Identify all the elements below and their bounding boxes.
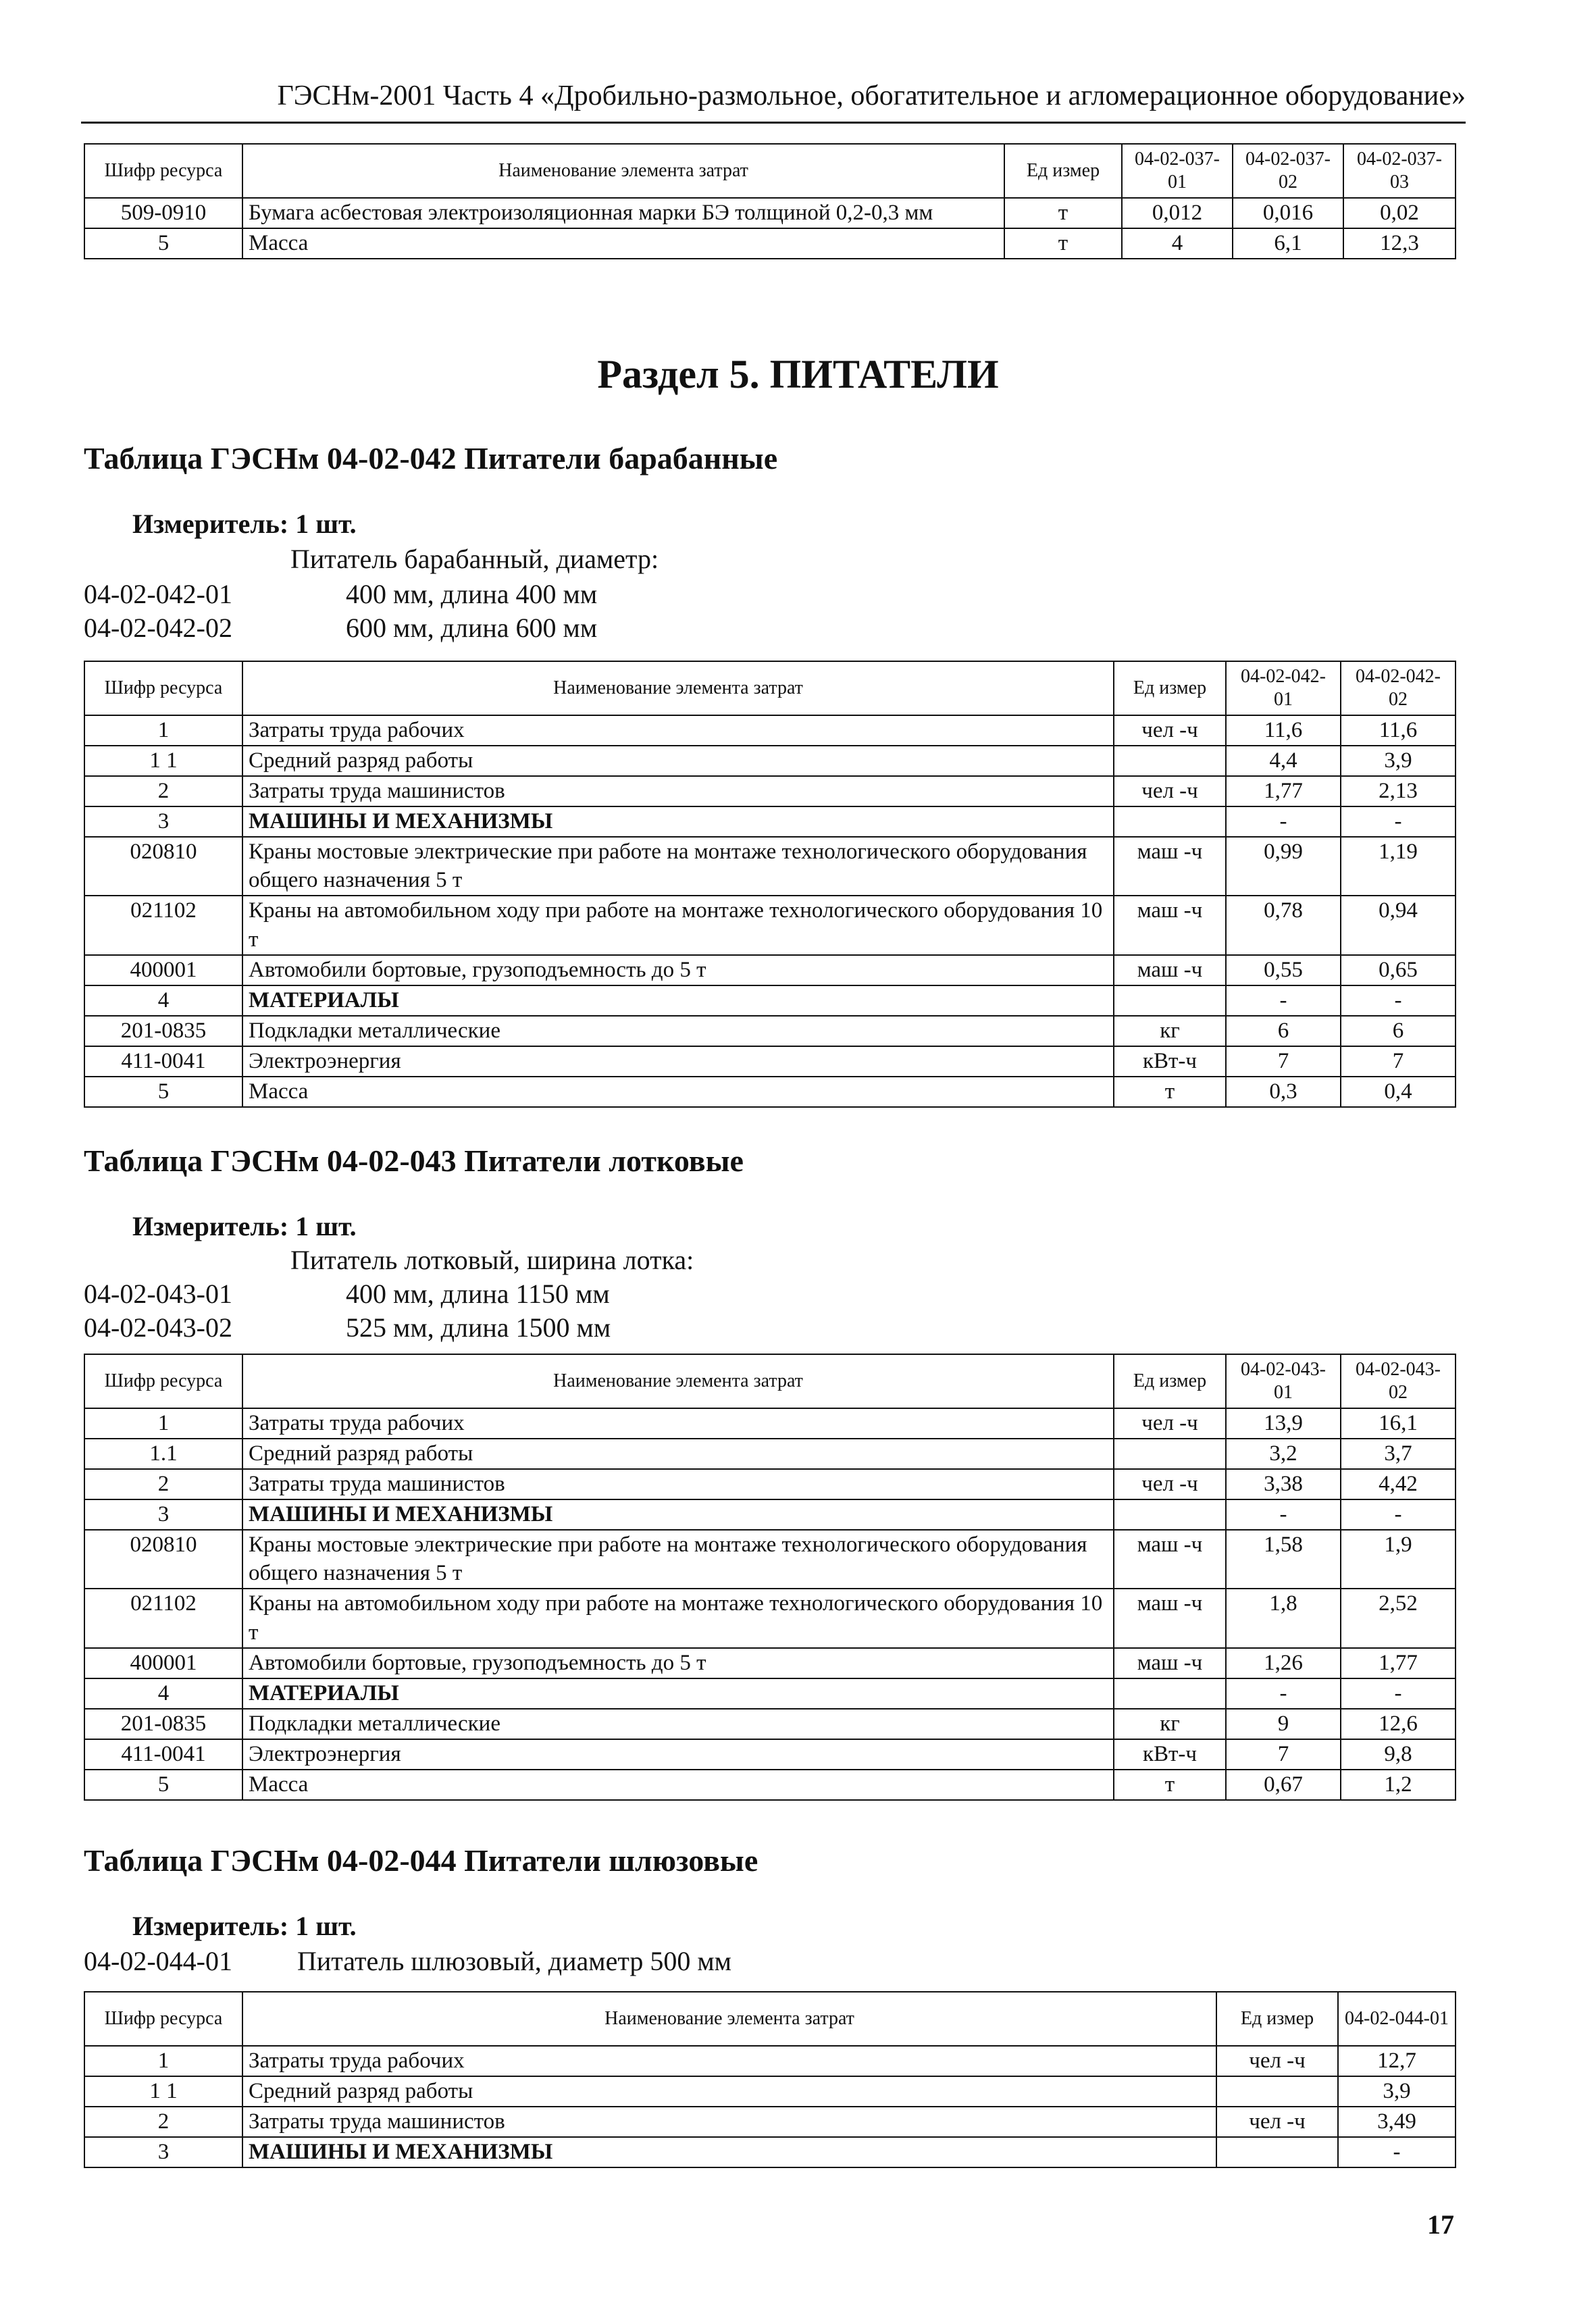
value-cell: - — [1226, 1499, 1341, 1530]
header-cell: Шифр ресурса — [84, 1992, 242, 2046]
measure-label: Измеритель: — [132, 509, 289, 539]
unit-cell: маш -ч — [1114, 896, 1226, 955]
cost-element-cell: МАШИНЫ И МЕХАНИЗМЫ — [242, 1499, 1114, 1530]
value-cell: 13,9 — [1226, 1408, 1341, 1439]
resource-code-cell: 4 — [84, 985, 242, 1016]
cost-element-cell: МАШИНЫ И МЕХАНИЗМЫ — [242, 806, 1114, 837]
unit-cell: маш -ч — [1114, 1530, 1226, 1589]
header-cell: Ед измер — [1216, 1992, 1338, 2046]
value-cell: 1,77 — [1341, 1648, 1456, 1678]
cost-element-cell: Подкладки металлические — [242, 1709, 1114, 1739]
unit-cell: маш -ч — [1114, 1589, 1226, 1648]
value-cell: 0,02 — [1343, 198, 1456, 228]
item-code: 04-02-043-02 — [84, 1312, 232, 1343]
header-cell: Наименование элемента затрат — [242, 1354, 1114, 1408]
cost-element-cell: Масса — [242, 228, 1004, 259]
cost-element-cell: Краны на автомобильном ходу при работе на монтаже технологического оборудования 10 т — [242, 1589, 1114, 1648]
table-row — [84, 2046, 1456, 2076]
table-04-02-043 — [84, 1354, 1456, 1801]
value-cell: 0,012 — [1122, 198, 1233, 228]
resource-code-cell: 3 — [84, 2137, 242, 2167]
resource-code-cell: 1 — [84, 2046, 242, 2076]
header-cell: Наименование элемента затрат — [242, 144, 1004, 198]
measure-label: Измеритель: — [132, 1211, 289, 1241]
cost-element-cell: Автомобили бортовые, грузоподъемность до 5 т — [242, 955, 1114, 985]
col-code-header: 04-02-042-01 — [1226, 661, 1341, 715]
col-code-header: 04-02-037-02 — [1233, 144, 1343, 198]
table-title: Таблица ГЭСНм 04-02-043 Питатели лотковые — [84, 1143, 744, 1178]
item-text: Питатель шлюзовый, диаметр 500 мм — [297, 1946, 731, 1976]
resource-code-cell: 2 — [84, 776, 242, 806]
value-cell: 3,38 — [1226, 1469, 1341, 1499]
value-cell: 4,42 — [1341, 1469, 1456, 1499]
value-cell: 3,9 — [1338, 2076, 1456, 2107]
unit-cell: кВт-ч — [1114, 1739, 1226, 1770]
cost-element-cell: МАТЕРИАЛЫ — [242, 1678, 1114, 1709]
cost-element-cell: Затраты труда машинистов — [242, 2107, 1216, 2137]
unit-cell — [1216, 2137, 1338, 2167]
table-row — [84, 1077, 1456, 1107]
item-code: 04-02-042-02 — [84, 613, 232, 643]
resource-code-cell: 021102 — [84, 896, 242, 955]
item-text: 400 мм, длина 400 мм — [346, 579, 598, 609]
measure-line — [132, 1910, 357, 1942]
value-cell: 16,1 — [1341, 1408, 1456, 1439]
resource-code-cell: 4 — [84, 1678, 242, 1709]
value-cell: 3,2 — [1226, 1439, 1341, 1469]
cost-element-cell: Масса — [242, 1770, 1114, 1800]
table-row — [84, 228, 1456, 259]
unit-cell: кг — [1114, 1016, 1226, 1046]
value-cell: 0,94 — [1341, 896, 1456, 955]
value-cell: 7 — [1341, 1046, 1456, 1077]
table-row — [84, 715, 1456, 746]
table-row — [84, 1739, 1456, 1770]
col-code-header: 04-02-037-03 — [1343, 144, 1456, 198]
cost-element-cell: Краны на автомобильном ходу при работе на монтаже технологического оборудования 10 т — [242, 896, 1114, 955]
value-cell: 0,99 — [1226, 837, 1341, 896]
cost-element-cell: Затраты труда машинистов — [242, 1469, 1114, 1499]
value-cell: 7 — [1226, 1739, 1341, 1770]
unit-cell: чел -ч — [1114, 776, 1226, 806]
value-cell: 2,52 — [1341, 1589, 1456, 1648]
resource-code-cell: 5 — [84, 1770, 242, 1800]
value-cell: 3,9 — [1341, 746, 1456, 776]
table-04-02-042 — [84, 661, 1456, 1108]
unit-cell — [1216, 2076, 1338, 2107]
cost-element-cell: Затраты труда рабочих — [242, 1408, 1114, 1439]
resource-code-cell: 2 — [84, 2107, 242, 2137]
value-cell: - — [1341, 985, 1456, 1016]
table-row — [84, 198, 1456, 228]
unit-cell: чел -ч — [1114, 1408, 1226, 1439]
value-cell: 12,3 — [1343, 228, 1456, 259]
header-cell: Наименование элемента затрат — [242, 1992, 1216, 2046]
resource-code-cell: 3 — [84, 1499, 242, 1530]
resource-code-cell: 400001 — [84, 1648, 242, 1678]
value-cell: 1,58 — [1226, 1530, 1341, 1589]
table-row — [84, 837, 1456, 896]
header-cell: Шифр ресурса — [84, 1354, 242, 1408]
resource-code-cell: 1 1 — [84, 746, 242, 776]
resource-code-cell: 2 — [84, 1469, 242, 1499]
value-cell: 12,6 — [1341, 1709, 1456, 1739]
resource-code-cell: 3 — [84, 806, 242, 837]
resource-code-cell: 5 — [84, 1077, 242, 1107]
resource-code-cell: 021102 — [84, 1589, 242, 1648]
value-cell: 0,55 — [1226, 955, 1341, 985]
unit-cell: чел -ч — [1216, 2046, 1338, 2076]
resource-code-cell: 1 — [84, 1408, 242, 1439]
col-code-header: 04-02-042-02 — [1341, 661, 1456, 715]
unit-cell: кВт-ч — [1114, 1046, 1226, 1077]
col-code-header: 04-02-043-01 — [1226, 1354, 1341, 1408]
col-code-header: 04-02-044-01 — [1338, 1992, 1456, 2046]
resource-code-cell: 201-0835 — [84, 1016, 242, 1046]
value-cell: - — [1341, 806, 1456, 837]
table-row — [84, 1408, 1456, 1439]
cost-element-cell: Средний разряд работы — [242, 2076, 1216, 2107]
cost-element-cell: Средний разряд работы — [242, 746, 1114, 776]
header-rule — [81, 122, 1466, 124]
header-cell: Шифр ресурса — [84, 144, 242, 198]
table-row — [84, 896, 1456, 955]
item-description: Питатель барабанный, диаметр: — [290, 544, 659, 574]
unit-cell: т — [1114, 1770, 1226, 1800]
table-row — [84, 1046, 1456, 1077]
value-cell: 6 — [1226, 1016, 1341, 1046]
unit-cell: т — [1114, 1077, 1226, 1107]
value-cell: 1,8 — [1226, 1589, 1341, 1648]
unit-cell: чел -ч — [1216, 2107, 1338, 2137]
resource-code-cell: 1 — [84, 715, 242, 746]
value-cell: 9,8 — [1341, 1739, 1456, 1770]
table-04-02-044 — [84, 1991, 1456, 2168]
unit-cell — [1114, 806, 1226, 837]
unit-cell — [1114, 1499, 1226, 1530]
table-row — [84, 985, 1456, 1016]
table-row — [84, 806, 1456, 837]
value-cell: 4 — [1122, 228, 1233, 259]
resource-code-cell: 201-0835 — [84, 1709, 242, 1739]
unit-cell: маш -ч — [1114, 837, 1226, 896]
table-row — [84, 1469, 1456, 1499]
value-cell: 12,7 — [1338, 2046, 1456, 2076]
table-row — [84, 1499, 1456, 1530]
unit-cell: т — [1004, 198, 1122, 228]
resource-code-cell: 400001 — [84, 955, 242, 985]
value-cell: 0,016 — [1233, 198, 1343, 228]
value-cell: 1,77 — [1226, 776, 1341, 806]
value-cell: 6 — [1341, 1016, 1456, 1046]
unit-cell: маш -ч — [1114, 1648, 1226, 1678]
item-text: 400 мм, длина 1150 мм — [346, 1279, 610, 1309]
cost-element-cell: Затраты труда рабочих — [242, 2046, 1216, 2076]
value-cell: 3,7 — [1341, 1439, 1456, 1469]
table-row — [84, 1678, 1456, 1709]
resource-code-cell: 411-0041 — [84, 1739, 242, 1770]
resource-code-cell: 411-0041 — [84, 1046, 242, 1077]
unit-cell: чел -ч — [1114, 715, 1226, 746]
table-row — [84, 2137, 1456, 2167]
value-cell: 2,13 — [1341, 776, 1456, 806]
resource-code-cell: 509-0910 — [84, 198, 242, 228]
measure-value: 1 шт. — [295, 509, 357, 539]
table-row — [84, 955, 1456, 985]
value-cell: 1,2 — [1341, 1770, 1456, 1800]
page-number: 17 — [1427, 2209, 1454, 2240]
item-text: 525 мм, длина 1500 мм — [346, 1312, 611, 1343]
col-code-header: 04-02-037-01 — [1122, 144, 1233, 198]
cost-element-cell: Средний разряд работы — [242, 1439, 1114, 1469]
table-row — [84, 1016, 1456, 1046]
value-cell: 9 — [1226, 1709, 1341, 1739]
measure-label: Измеритель: — [132, 1911, 289, 1941]
cost-element-cell: Краны мостовые электрические при работе на монтаже технологического оборудования общего назначения 5 т — [242, 837, 1114, 896]
value-cell: - — [1226, 985, 1341, 1016]
cost-element-cell: МАТЕРИАЛЫ — [242, 985, 1114, 1016]
cost-element-cell: Затраты труда рабочих — [242, 715, 1114, 746]
measure-line — [132, 508, 357, 540]
unit-cell — [1114, 746, 1226, 776]
header-cell: Ед измер — [1114, 661, 1226, 715]
table-row — [84, 1589, 1456, 1648]
table-row — [84, 1709, 1456, 1739]
value-cell: - — [1226, 1678, 1341, 1709]
value-cell: 1,19 — [1341, 837, 1456, 896]
value-cell: 0,78 — [1226, 896, 1341, 955]
value-cell: 11,6 — [1226, 715, 1341, 746]
item-code: 04-02-044-01 — [84, 1946, 232, 1976]
table-row — [84, 1530, 1456, 1589]
value-cell: 3,49 — [1338, 2107, 1456, 2137]
item-text: 600 мм, длина 600 мм — [346, 613, 598, 643]
unit-cell: чел -ч — [1114, 1469, 1226, 1499]
resource-code-cell: 5 — [84, 228, 242, 259]
value-cell: 0,65 — [1341, 955, 1456, 985]
header-cell: Ед измер — [1004, 144, 1122, 198]
cost-element-cell: Краны мостовые электрические при работе на монтаже технологического оборудования общего назначения 5 т — [242, 1530, 1114, 1589]
value-cell: 1,26 — [1226, 1648, 1341, 1678]
item-description: Питатель лотковый, ширина лотка: — [290, 1245, 694, 1275]
table-row — [84, 1439, 1456, 1469]
item-code: 04-02-042-01 — [84, 579, 232, 609]
table-title: Таблица ГЭСНм 04-02-042 Питатели барабанные — [84, 441, 778, 475]
value-cell: - — [1341, 1499, 1456, 1530]
value-cell: - — [1338, 2137, 1456, 2167]
unit-cell: кг — [1114, 1709, 1226, 1739]
header-cell: Шифр ресурса — [84, 661, 242, 715]
value-cell: - — [1226, 806, 1341, 837]
unit-cell: т — [1004, 228, 1122, 259]
resource-code-cell: 1.1 — [84, 1439, 242, 1469]
value-cell: 0,3 — [1226, 1077, 1341, 1107]
cost-element-cell: Электроэнергия — [242, 1046, 1114, 1077]
table-row — [84, 776, 1456, 806]
cost-element-cell: МАШИНЫ И МЕХАНИЗМЫ — [242, 2137, 1216, 2167]
measure-value: 1 шт. — [295, 1211, 357, 1241]
table-04-02-037-continuation — [84, 143, 1456, 259]
cost-element-cell: Затраты труда машинистов — [242, 776, 1114, 806]
cost-element-cell: Бумага асбестовая электроизоляционная марки БЭ толщиной 0,2-0,3 мм — [242, 198, 1004, 228]
table-row — [84, 1770, 1456, 1800]
value-cell: 7 — [1226, 1046, 1341, 1077]
value-cell: 6,1 — [1233, 228, 1343, 259]
unit-cell: маш -ч — [1114, 955, 1226, 985]
table-row — [84, 2076, 1456, 2107]
col-code-header: 04-02-043-02 — [1341, 1354, 1456, 1408]
measure-value: 1 шт. — [295, 1911, 357, 1941]
value-cell: - — [1341, 1678, 1456, 1709]
header-cell: Наименование элемента затрат — [242, 661, 1114, 715]
running-header: ГЭСНм-2001 Часть 4 «Дробильно-размольное, обогатительное и агломерационное оборудование» — [277, 80, 1466, 111]
unit-cell — [1114, 1439, 1226, 1469]
header-cell: Ед измер — [1114, 1354, 1226, 1408]
value-cell: 0,4 — [1341, 1077, 1456, 1107]
resource-code-cell: 020810 — [84, 1530, 242, 1589]
measure-line — [132, 1210, 357, 1242]
value-cell: 4,4 — [1226, 746, 1341, 776]
table-title: Таблица ГЭСНм 04-02-044 Питатели шлюзовые — [84, 1843, 758, 1878]
cost-element-cell: Автомобили бортовые, грузоподъемность до 5 т — [242, 1648, 1114, 1678]
resource-code-cell: 020810 — [84, 837, 242, 896]
value-cell: 1,9 — [1341, 1530, 1456, 1589]
table-row — [84, 2107, 1456, 2137]
unit-cell — [1114, 985, 1226, 1016]
cost-element-cell: Подкладки металлические — [242, 1016, 1114, 1046]
value-cell: 11,6 — [1341, 715, 1456, 746]
unit-cell — [1114, 1678, 1226, 1709]
value-cell: 0,67 — [1226, 1770, 1341, 1800]
resource-code-cell: 1 1 — [84, 2076, 242, 2107]
section-title: Раздел 5. ПИТАТЕЛИ — [597, 352, 999, 396]
table-row — [84, 1648, 1456, 1678]
item-code: 04-02-043-01 — [84, 1279, 232, 1309]
table-row — [84, 746, 1456, 776]
cost-element-cell: Масса — [242, 1077, 1114, 1107]
cost-element-cell: Электроэнергия — [242, 1739, 1114, 1770]
